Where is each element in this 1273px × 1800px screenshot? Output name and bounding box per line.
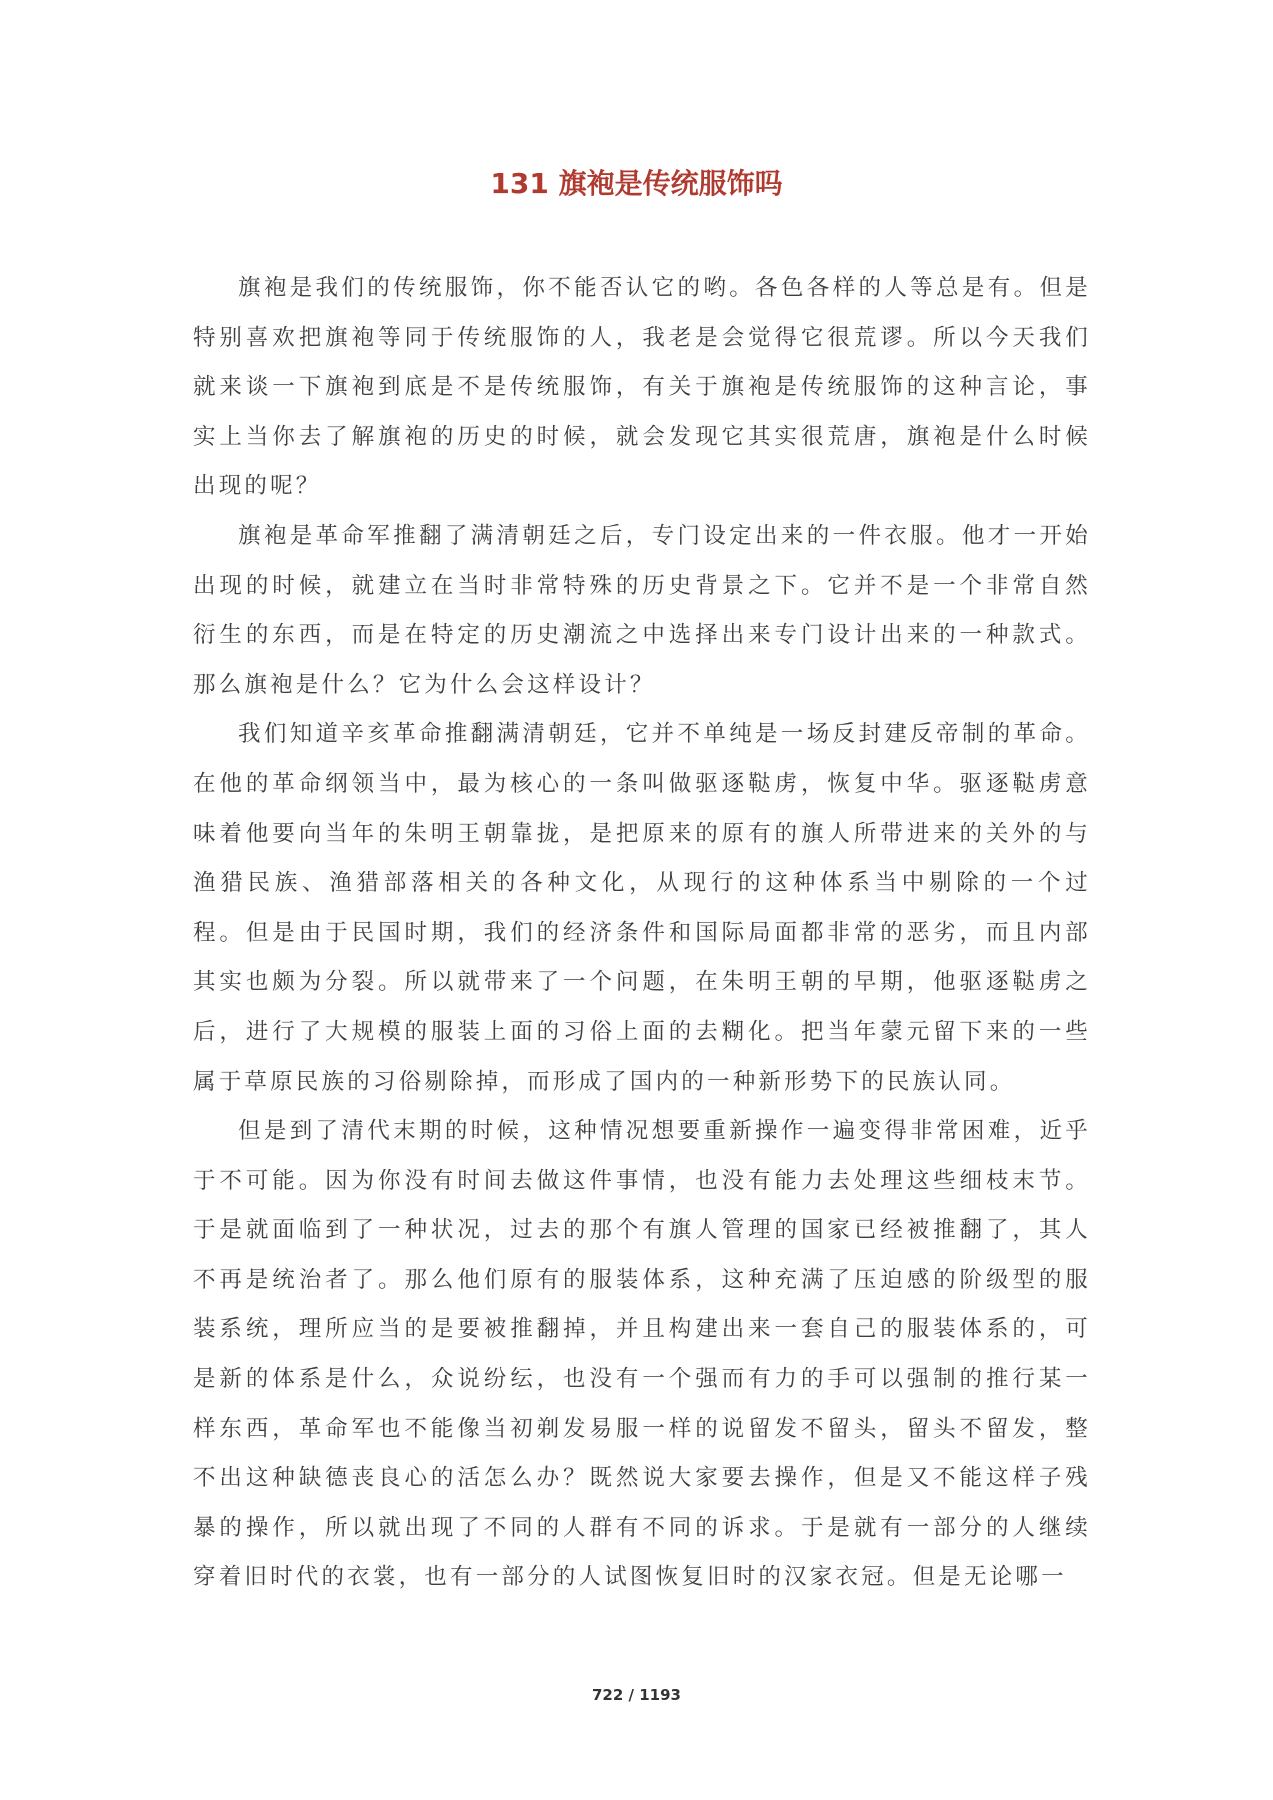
page-number: 722 / 1193 bbox=[592, 1686, 681, 1704]
article-body bbox=[193, 264, 1091, 1603]
paragraph-4: 但是到了清代末期的时候，这种情况想要重新操作一遍变得非常困难，近乎于不可能。因为你没有时间去做这件事情，也没有能力去处理这些细枝末节。于是就面临到了一种状况，过去的那个有旗人管理的国家已经被推翻了，其人不再是统治者了。那么他们原有的服装体系，这种充满了压迫感的阶级型的服装系统，理所应当的是要被推翻掉，并且构建出来一套自己的服装体系的，可是新的体系是什么，众说纷纭，也没有一个强而有力的手可以强制的推行某一样东西，革命军也不能像当初剃发易服一样的说留发不留头，留头不留发，整不出这种缺德丧良心的活怎么办？既然说大家要去操作，但是又不能这样子残暴的操作，所以就出现了不同的人群有不同的诉求。于是就有一部分的人继续穿着旧时代的衣裳，也有一部分的人试图恢复旧时的汉家衣冠。但是无论哪一 bbox=[193, 1118, 1091, 1591]
paragraph-3: 我们知道辛亥革命推翻满清朝廷，它并不单纯是一场反封建反帝制的革命。在他的革命纲领当中，最为核心的一条叫做驱逐鞑虏，恢复中华。驱逐鞑虏意味着他要向当年的朱明王朝靠拢，是把原来的原有的旗人所带进来的关外的与渔猎民族、渔猎部落相关的各种文化，从现行的这种体系当中剔除的一个过程。但是由于民国时期，我们的经济条件和国际局面都非常的恶劣，而且内部其实也颇为分裂。所以就带来了一个问题，在朱明王朝的早期，他驱逐鞑虏之后，进行了大规模的服装上面的习俗上面的去糊化。把当年蒙元留下来的一些属于草原民族的习俗剔除掉，而形成了国内的一种新形势下的民族认同。 bbox=[193, 721, 1091, 1095]
paragraph-1: 旗袍是我们的传统服饰，你不能否认它的哟。各色各样的人等总是有。但是特别喜欢把旗袍等同于传统服饰的人，我老是会觉得它很荒谬。所以今天我们就来谈一下旗袍到底是不是传统服饰，有关于旗袍是传统服饰的这种言论，事实上当你去了解旗袍的历史的时候，就会发现它其实很荒唐，旗袍是什么时候出现的呢？ bbox=[193, 275, 1091, 500]
paragraph-2: 旗袍是革命军推翻了满清朝廷之后，专门设定出来的一件衣服。他才一开始出现的时候，就建立在当时非常特殊的历史背景之下。它并不是一个非常自然衍生的东西，而是在特定的历史潮流之中选择出来专门设计出来的一种款式。那么旗袍是什么？它为什么会这样设计？ bbox=[193, 522, 1091, 698]
page-title: 131 旗袍是传统服饰吗 bbox=[490, 167, 783, 200]
